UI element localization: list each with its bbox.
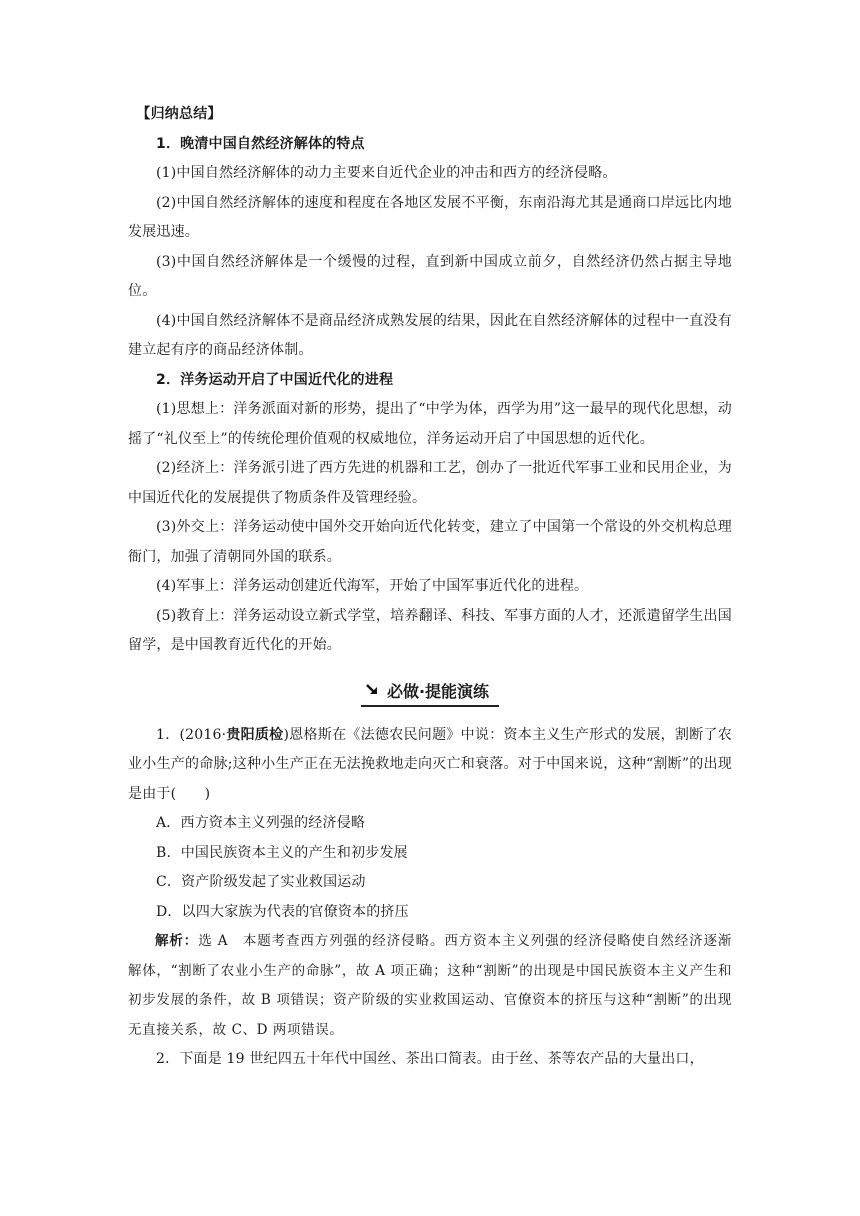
section-title [128,679,732,707]
modernization-education: (5)教育上：洋务运动设立新式学堂，培养翻译、科技、军事方面的人才，还派遣留学生出国留学，是中国教育近代化的开始。 [128,607,732,653]
question-1-number: 1．(2016· [156,726,227,743]
analysis-text: 选 A 本题考查西方列强的经济侵略。西方资本主义列强的经济侵略使自然经济逐渐解体，“割断了农业小生产的命脉”，故 A 项正确；这种“割断”的出现是中国民族资本主义产生和初步发展的条件，故 B 项错误；资产阶级的实业救国运动、官僚资本的挤压与这种“割断”的出现无直接关系，故 C、D 两项错误。 [128,933,732,1038]
modernization-thought: (1)思想上：洋务派面对新的形势，提出了“中学为体，西学为用”这一最早的现代化思想，动摇了“礼仪至上”的传统伦理价值观的权威地位，洋务运动开启了中国思想的近代化。 [128,401,732,447]
question-1-option-d: D．以四大家族为代表的官僚资本的挤压 [156,903,409,920]
arrow-down-right-icon [365,682,381,698]
question-1-source: 贵阳质检 [226,726,284,743]
question-1-option-c: C．资产阶级发起了实业救国运动 [156,874,366,890]
summary-point-1: (1)中国自然经济解体的动力主要来自近代企业的冲击和西方的经济侵略。 [156,165,617,181]
summary-label: 【归纳总结】 [136,106,222,122]
analysis-label: 解析： [155,933,199,949]
summary-heading-1: 1．晚清中国自然经济解体的特点 [156,135,365,152]
question-1-option-a: A．西方资本主义列强的经济侵略 [156,815,366,831]
modernization-military: (4)军事上：洋务运动创建近代海军，开始了中国军事近代化的进程。 [156,578,589,594]
section-title-text: 必做·提能演练 [386,681,490,701]
summary-point-2: (2)中国自然经济解体的速度和程度在各地区发展不平衡，东南沿海尤其是通商口岸远比内地发展迅速。 [128,194,732,240]
question-1-analysis [128,927,732,1045]
summary-point-4: (4)中国自然经济解体不是商品经济成熟发展的结果，因此在自然经济解体的过程中一直没有建立起有序的商品经济体制。 [128,312,732,358]
summary-point-3: (3)中国自然经济解体是一个缓慢的过程，直到新中国成立前夕，自然经济仍然占据主导地位。 [128,253,732,299]
summary-heading-2: 2．洋务运动开启了中国近代化的进程 [156,371,394,388]
question-2-stem: 2．下面是 19 世纪四五十年代中国丝、茶出口简表。由于丝、茶等农产品的大量出口， [156,1051,704,1067]
modernization-economy: (2)经济上：洋务派引进了西方先进的机器和工艺，创办了一批近代军事工业和民用企业，为中国近代化的发展提供了物质条件及管理经验。 [128,460,732,506]
page-content [128,100,732,1075]
section-title-box [361,679,499,707]
question-1-option-b: B．中国民族资本主义的产生和初步发展 [156,844,408,861]
question-1-text: )恩格斯在《法德农民问题》中说：资本主义生产形式的发展，割断了农业小生产的命脉;这种小生产正在无法挽救地走向灭亡和衰落。对于中国来说，这种“割断”的出现是由于( ) [128,726,732,802]
modernization-diplomacy: (3)外交上：洋务运动使中国外交开始向近代化转变，建立了中国第一个常设的外交机构总理衙门，加强了清朝同外国的联系。 [128,519,732,565]
question-1-stem [128,721,732,810]
